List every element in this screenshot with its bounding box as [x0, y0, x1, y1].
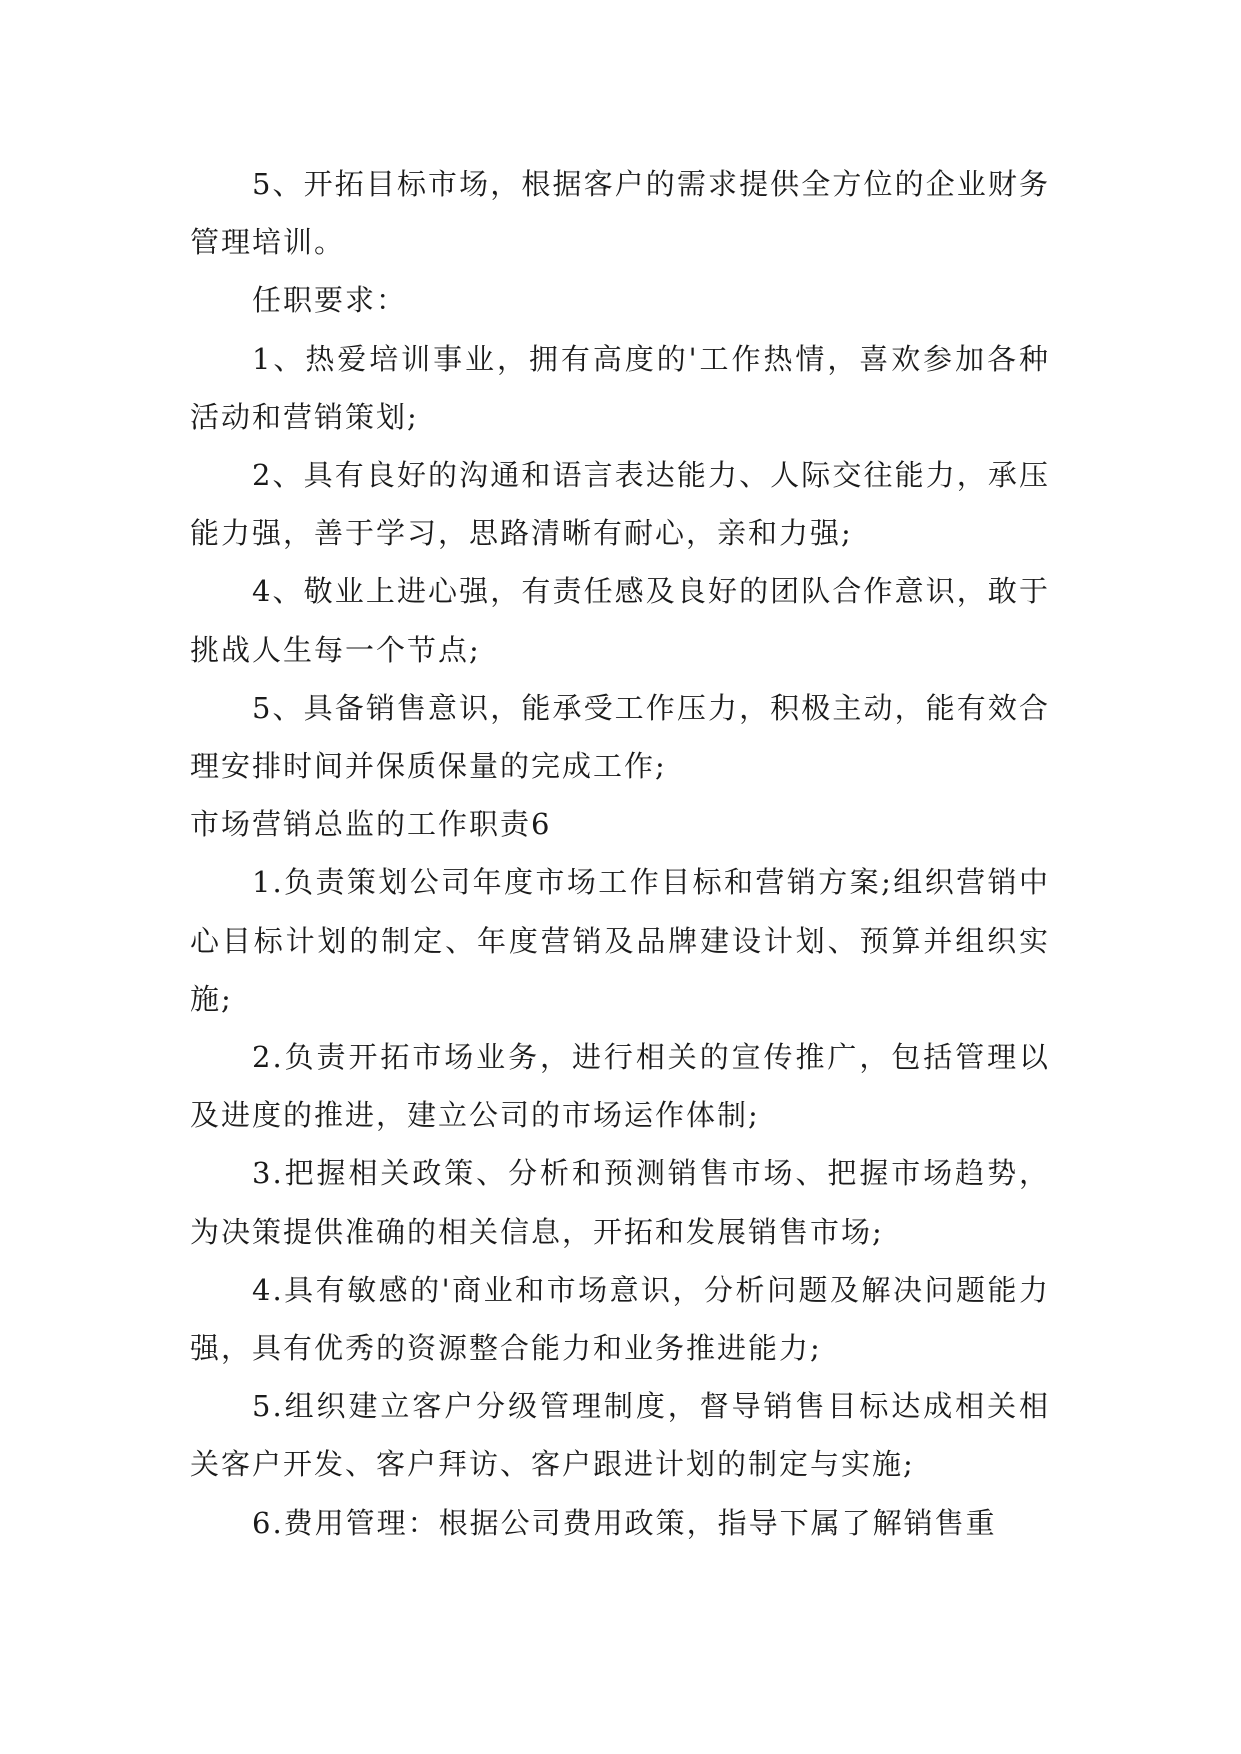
requirement-1: 1、热爱培训事业，拥有高度的'工作热情，喜欢参加各种活动和营销策划;	[190, 341, 1050, 434]
document-page	[190, 155, 1050, 1552]
requirement-5: 5、具备销售意识，能承受工作压力，积极主动，能有效合理安排时间并保质保量的完成工作;	[190, 690, 1050, 784]
requirement-2: 2、具有良好的沟通和语言表达能力、人际交往能力，承压能力强，善于学习，思路清晰有耐心，亲和力强;	[190, 458, 1050, 551]
requirement-4: 4、敬业上进心强，有责任感及良好的团队合作意识，敢于挑战人生每一个节点;	[190, 574, 1050, 667]
duty-5: 5.组织建立客户分级管理制度，督导销售目标达成相关相关客户开发、客户拜访、客户跟进计划的制定与实施;	[190, 1389, 1050, 1482]
paragraph-item-5-market: 5、开拓目标市场，根据客户的需求提供全方位的企业财务管理培训。	[190, 167, 1050, 260]
duty-4: 4.具有敏感的'商业和市场意识，分析问题及解决问题能力强，具有优秀的资源整合能力和业务推进能力;	[190, 1272, 1050, 1366]
duty-6: 6.费用管理：根据公司费用政策，指导下属了解销售重	[252, 1505, 997, 1540]
duty-3: 3.把握相关政策、分析和预测销售市场、把握市场趋势，为决策提供准确的相关信息，开拓和发展销售市场;	[190, 1156, 1050, 1249]
requirements-heading: 任职要求：	[252, 283, 408, 318]
section-heading: 市场营销总监的工作职责6	[190, 807, 552, 842]
duty-1: 1.负责策划公司年度市场工作目标和营销方案;组织营销中心目标计划的制定、年度营销及品牌建设计划、预算并组织实施;	[190, 865, 1050, 1016]
duty-2: 2.负责开拓市场业务，进行相关的宣传推广，包括管理以及进度的推进，建立公司的市场运作体制;	[190, 1040, 1050, 1133]
